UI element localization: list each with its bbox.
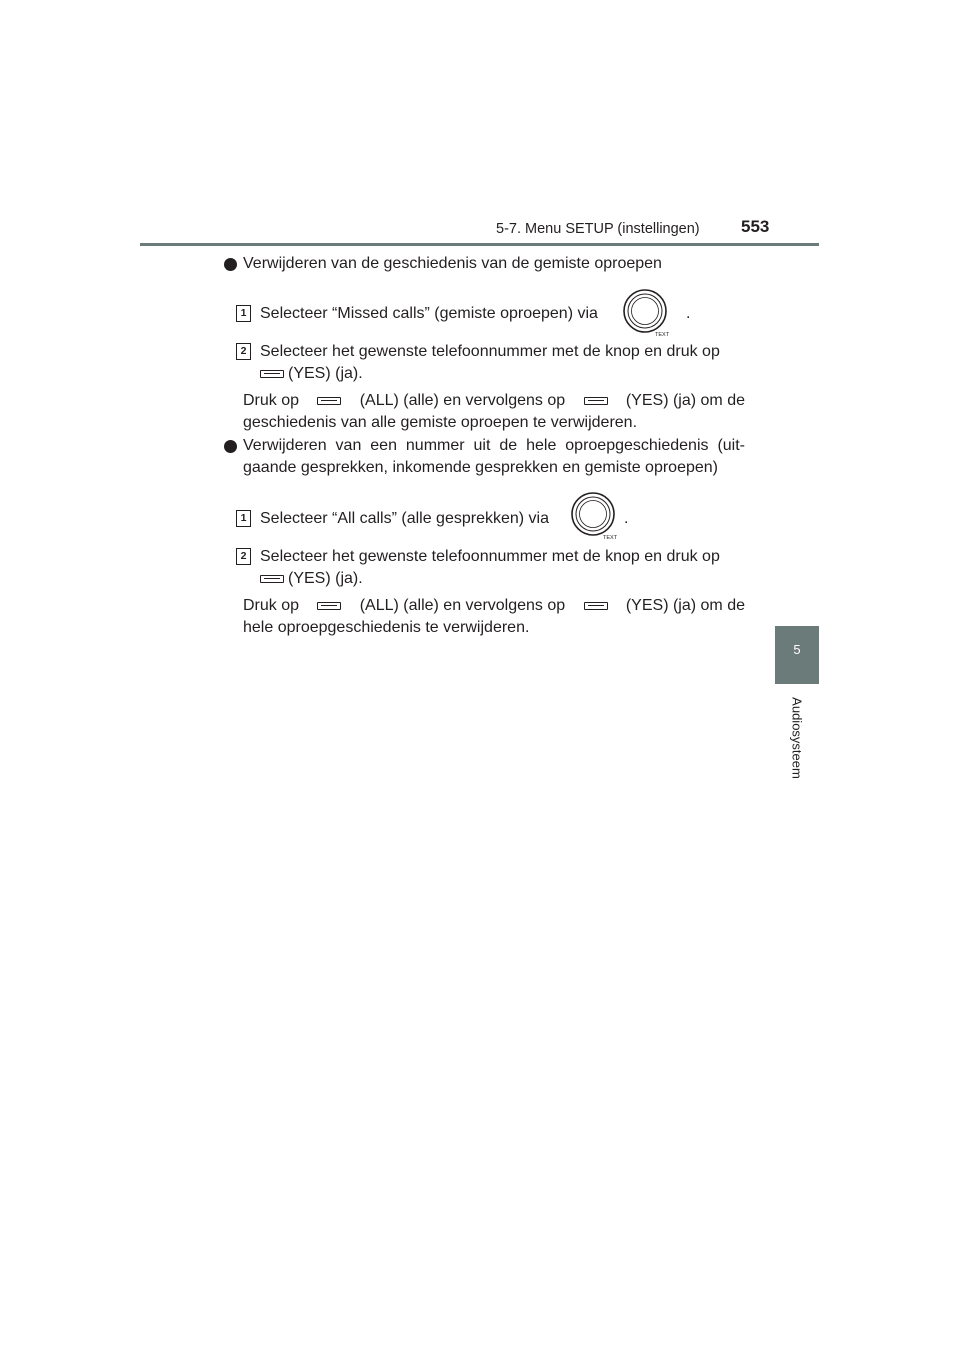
svg-text:TEXT: TEXT bbox=[603, 535, 618, 541]
soft-button-icon bbox=[317, 602, 341, 610]
svg-text:TEXT: TEXT bbox=[655, 332, 670, 338]
soft-button-icon bbox=[584, 602, 608, 610]
note-text-part: (YES) (ja) om de bbox=[625, 392, 745, 409]
tune-knob-icon bbox=[569, 491, 619, 541]
note-text-part: Druk op bbox=[243, 597, 300, 614]
step-text-end: . bbox=[624, 510, 629, 527]
section-heading: Verwijderen van een nummer uit de hele oproepgeschiedenis (uit- bbox=[243, 437, 745, 454]
note-text-part: (ALL) (alle) en vervolgens op bbox=[359, 392, 566, 409]
note-text: geschiedenis van alle gemiste oproepen te verwijderen. bbox=[243, 414, 638, 431]
chapter-label: Audiosysteem bbox=[789, 697, 805, 779]
header-divider bbox=[140, 243, 819, 246]
step-text: Selecteer “All calls” (alle gesprekken) via bbox=[260, 510, 549, 527]
section-heading: gaande gesprekken, inkomende gesprekken en gemiste oproepen) bbox=[243, 459, 718, 476]
section-heading: Verwijderen van de geschiedenis van de gemiste oproepen bbox=[243, 255, 662, 272]
step-text: (YES) (ja). bbox=[288, 570, 363, 587]
step-number-badge: 2 bbox=[236, 343, 251, 360]
soft-button-icon bbox=[584, 397, 608, 405]
soft-button-icon bbox=[260, 370, 284, 378]
section-title: 5-7. Menu SETUP (instellingen) bbox=[496, 221, 700, 237]
step-number-badge: 1 bbox=[236, 510, 251, 527]
step-text: (YES) (ja). bbox=[288, 365, 363, 382]
step-number-badge: 2 bbox=[236, 548, 251, 565]
bullet-icon bbox=[224, 258, 237, 271]
step-text: Selecteer “Missed calls” (gemiste oproepen) via bbox=[260, 305, 598, 322]
step-text: Selecteer het gewenste telefoonnummer met de knop en druk op bbox=[260, 548, 720, 565]
tune-knob-icon bbox=[621, 288, 671, 338]
soft-button-icon bbox=[317, 397, 341, 405]
step-number-badge: 1 bbox=[236, 305, 251, 322]
note-text bbox=[243, 391, 745, 411]
chapter-number: 5 bbox=[793, 642, 801, 657]
note-text bbox=[243, 596, 745, 616]
page-number: 553 bbox=[741, 217, 770, 236]
step-text: Selecteer het gewenste telefoonnummer met de knop en druk op bbox=[260, 343, 720, 360]
note-text: hele oproepgeschiedenis te verwijderen. bbox=[243, 619, 530, 636]
soft-button-icon bbox=[260, 575, 284, 583]
bullet-icon bbox=[224, 440, 237, 453]
note-text-part: (ALL) (alle) en vervolgens op bbox=[359, 597, 566, 614]
step-text-end: . bbox=[686, 305, 691, 322]
chapter-tab bbox=[775, 626, 819, 684]
note-text-part: (YES) (ja) om de bbox=[625, 597, 745, 614]
note-text-part: Druk op bbox=[243, 392, 300, 409]
